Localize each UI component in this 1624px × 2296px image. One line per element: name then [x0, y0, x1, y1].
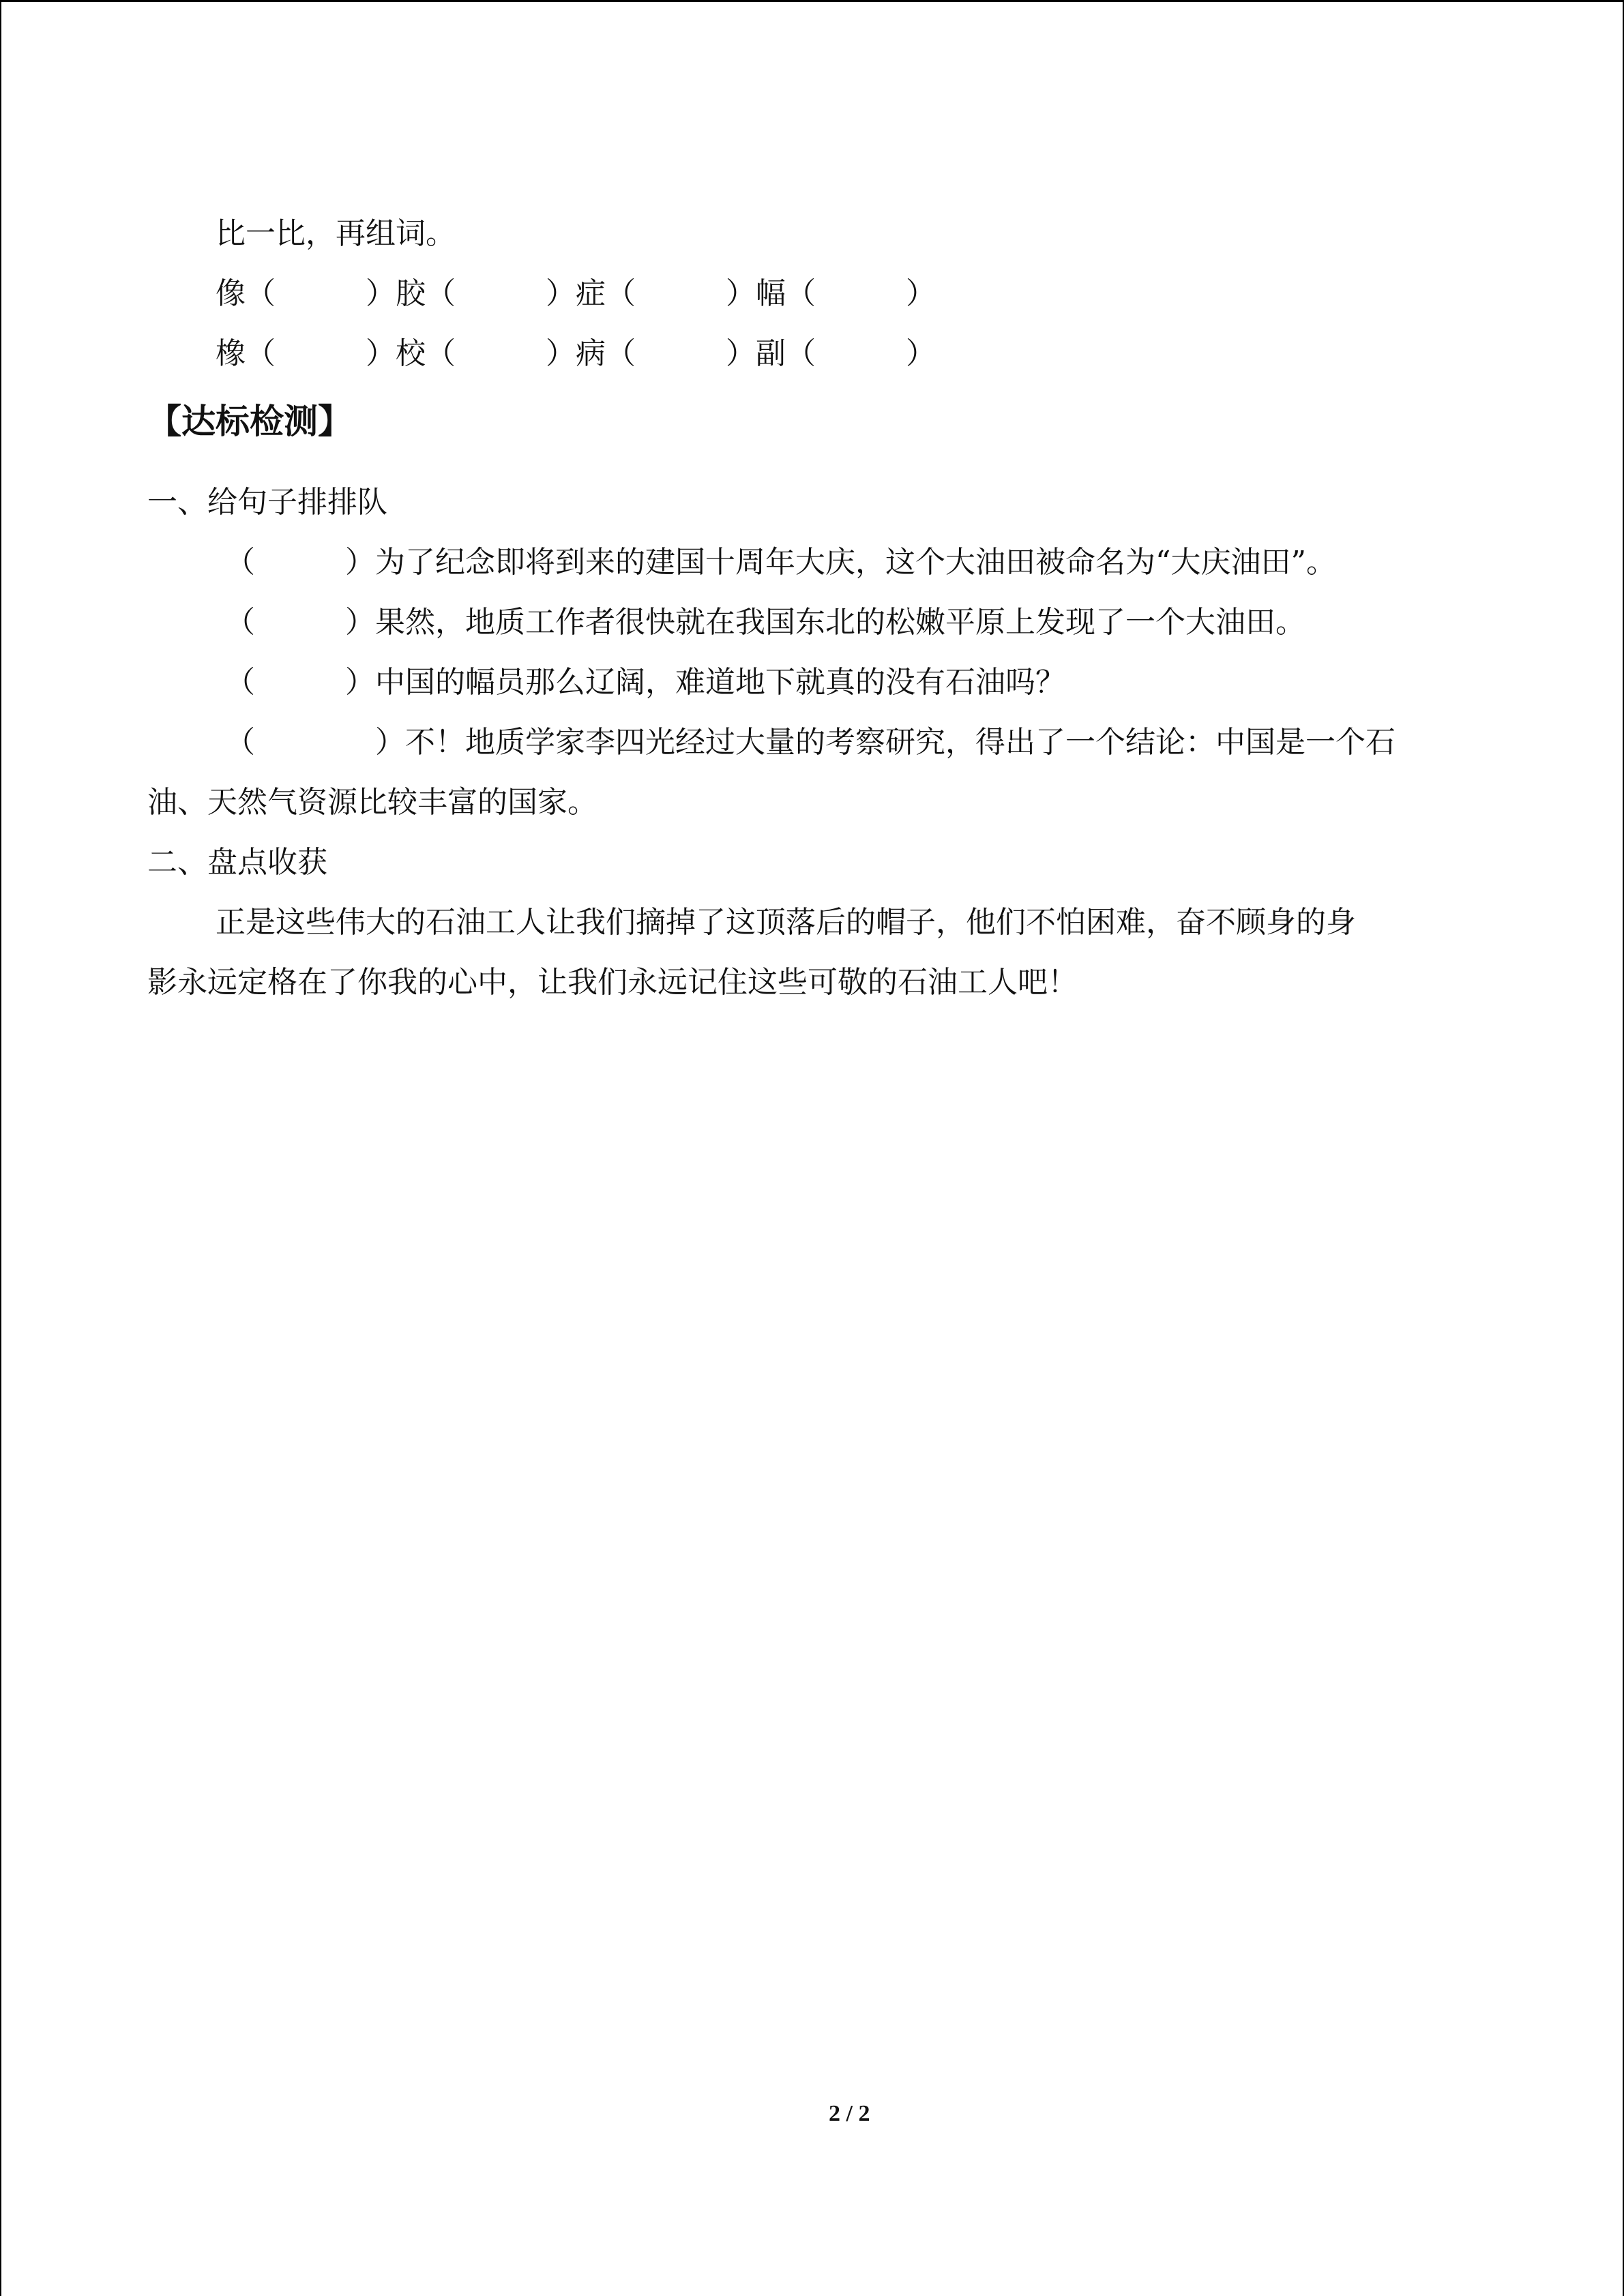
order-item-3: （ ）中国的幅员那么辽阔，难道地下就真的没有石油吗？	[225, 665, 1065, 700]
part2-paragraph-line-1: 正是这些伟大的石油工人让我们摘掉了这顶落后的帽子，他们不怕困难，奋不顾身的身	[216, 905, 1356, 940]
order-item-2: （ ）果然，地质工作者很快就在我国东北的松嫩平原上发现了一个大油田。	[225, 605, 1305, 640]
order-item-4-line-1: （ ）不！地质学家李四光经过大量的考察研究，得出了一个结论：中国是一个石	[225, 725, 1396, 760]
section-heading: 【达标检测】	[147, 402, 352, 441]
order-item-4-line-2: 油、天然气资源比较丰富的国家。	[147, 785, 597, 820]
part2-paragraph-line-2: 影永远定格在了你我的心中，让我们永远记住这些可敬的石油工人吧！	[147, 965, 1078, 1000]
part1-title: 一、给句子排排队	[147, 485, 387, 520]
compare-row-2: 橡（ ）校（ ）病（ ）副（ ）	[216, 336, 936, 371]
order-item-1: （ ）为了纪念即将到来的建国十周年大庆，这个大油田被命名为“大庆油田”。	[225, 545, 1336, 580]
compare-instruction: 比一比，再组词。	[216, 216, 456, 251]
compare-row-1: 像（ ）胶（ ）症（ ）幅（ ）	[216, 276, 936, 311]
page-number: 2 / 2	[829, 2101, 870, 2126]
part2-title: 二、盘点收获	[147, 845, 327, 880]
